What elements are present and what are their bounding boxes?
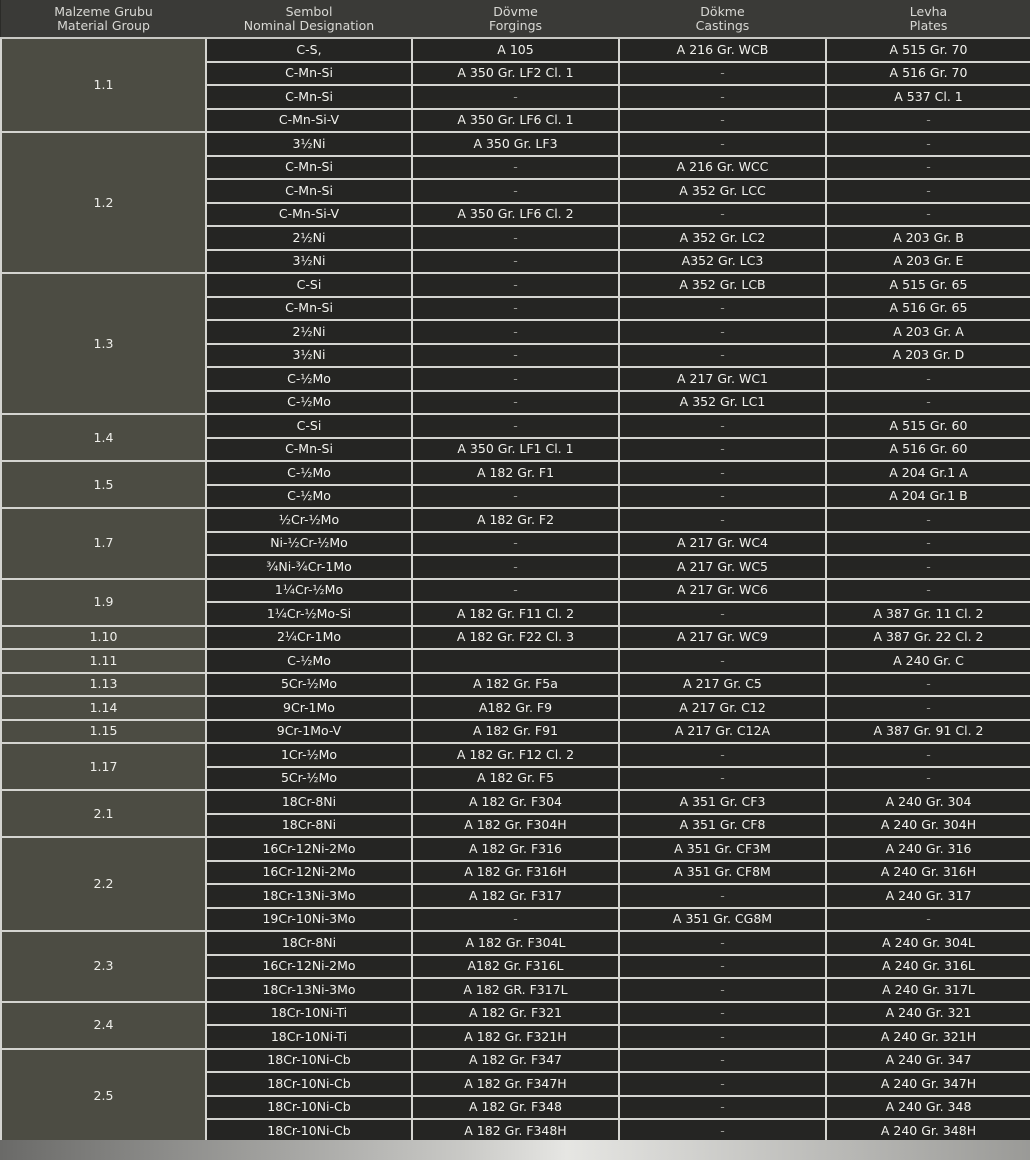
forgings-cell: A 182 Gr. F347 [412, 1049, 619, 1073]
header-en-label: Plates [909, 18, 948, 33]
forgings-cell: A 350 Gr. LF6 Cl. 1 [412, 109, 619, 133]
plates-cell: A 240 Gr. 347 [826, 1049, 1030, 1073]
forgings-cell: A 182 Gr. F316H [412, 861, 619, 885]
forgings-cell: A 182 Gr. F2 [412, 508, 619, 532]
material-group-cell: 1.14 [1, 696, 206, 720]
nominal-designation-cell: 18Cr-8Ni [206, 790, 412, 814]
table-row [1, 461, 1030, 485]
forgings-cell: A 182 Gr. F5a [412, 673, 619, 697]
material-group-cell: 1.7 [1, 508, 206, 579]
table-row [1, 720, 1030, 744]
nominal-designation-cell: C-½Mo [206, 649, 412, 673]
table-row [1, 696, 1030, 720]
plates-cell: A 240 Gr. 304 [826, 790, 1030, 814]
table-row [1, 649, 1030, 673]
forgings-cell: A182 Gr. F316L [412, 955, 619, 979]
castings-cell: A 217 Gr. WC4 [619, 532, 826, 556]
material-group-cell: 1.3 [1, 273, 206, 414]
nominal-designation-cell: 9Cr-1Mo-V [206, 720, 412, 744]
material-group-cell: 2.2 [1, 837, 206, 931]
castings-cell: - [619, 62, 826, 86]
forgings-cell: A 182 Gr. F304 [412, 790, 619, 814]
nominal-designation-cell: C-½Mo [206, 391, 412, 415]
nominal-designation-cell: 5Cr-½Mo [206, 673, 412, 697]
castings-cell: A 351 Gr. CG8M [619, 908, 826, 932]
header-forgings [412, 1, 619, 39]
header-plates [826, 1, 1030, 39]
plates-cell: - [826, 532, 1030, 556]
forgings-cell: A 105 [412, 38, 619, 62]
forgings-cell: - [412, 532, 619, 556]
table-header [1, 1, 1030, 39]
forgings-cell: A 182 Gr. F5 [412, 767, 619, 791]
table-row [1, 1002, 1030, 1026]
plates-cell: - [826, 696, 1030, 720]
nominal-designation-cell: 2¼Cr-1Mo [206, 626, 412, 650]
nominal-designation-cell: 18Cr-10Ni-Cb [206, 1096, 412, 1120]
nominal-designation-cell: 18Cr-8Ni [206, 931, 412, 955]
forgings-cell: A 182 Gr. F12 Cl. 2 [412, 743, 619, 767]
material-group-cell: 2.4 [1, 1002, 206, 1049]
table-row [1, 743, 1030, 767]
castings-cell: A 351 Gr. CF8M [619, 861, 826, 885]
nominal-designation-cell: ¾Ni-¾Cr-1Mo [206, 555, 412, 579]
plates-cell: A 203 Gr. D [826, 344, 1030, 368]
plates-cell: - [826, 508, 1030, 532]
plates-cell: A 240 Gr. 348H [826, 1119, 1030, 1143]
castings-cell: - [619, 1119, 826, 1143]
nominal-designation-cell: 2½Ni [206, 320, 412, 344]
castings-cell: - [619, 203, 826, 227]
header-nominal-designation [206, 1, 412, 39]
forgings-cell: A 182 Gr. F316 [412, 837, 619, 861]
forgings-cell: A 182 Gr. F348H [412, 1119, 619, 1143]
forgings-cell: A 182 Gr. F347H [412, 1072, 619, 1096]
plates-cell: A 537 Cl. 1 [826, 85, 1030, 109]
forgings-cell [412, 649, 619, 673]
castings-cell: - [619, 485, 826, 509]
castings-cell: - [619, 1072, 826, 1096]
castings-cell: A 216 Gr. WCB [619, 38, 826, 62]
forgings-cell: - [412, 226, 619, 250]
forgings-cell: - [412, 485, 619, 509]
table-row [1, 1049, 1030, 1073]
castings-cell: - [619, 1025, 826, 1049]
castings-cell: A 217 Gr. WC6 [619, 579, 826, 603]
header-row [1, 1, 1030, 39]
forgings-cell: A 350 Gr. LF6 Cl. 2 [412, 203, 619, 227]
castings-cell: A 351 Gr. CF8 [619, 814, 826, 838]
plates-cell: - [826, 391, 1030, 415]
castings-cell: - [619, 1049, 826, 1073]
plates-cell: A 516 Gr. 60 [826, 438, 1030, 462]
material-group-cell: 2.1 [1, 790, 206, 837]
castings-cell: A352 Gr. LC3 [619, 250, 826, 274]
header-tr-label: Dövme [493, 4, 538, 19]
castings-cell: - [619, 344, 826, 368]
forgings-cell: - [412, 250, 619, 274]
material-group-cell: 2.5 [1, 1049, 206, 1143]
material-group-cell: 1.9 [1, 579, 206, 626]
nominal-designation-cell: 3½Ni [206, 344, 412, 368]
forgings-cell: A 182 Gr. F304H [412, 814, 619, 838]
footer-bar [0, 1140, 1030, 1160]
castings-cell: A 352 Gr. LCB [619, 273, 826, 297]
plates-cell: A 240 Gr. 317L [826, 978, 1030, 1002]
castings-cell: - [619, 461, 826, 485]
plates-cell: - [826, 743, 1030, 767]
castings-cell: - [619, 297, 826, 321]
forgings-cell: - [412, 273, 619, 297]
plates-cell: - [826, 203, 1030, 227]
plates-cell: A 240 Gr. 321H [826, 1025, 1030, 1049]
castings-cell: A 217 Gr. WC9 [619, 626, 826, 650]
nominal-designation-cell: C-Mn-Si [206, 62, 412, 86]
plates-cell: A 240 Gr. C [826, 649, 1030, 673]
plates-cell: A 516 Gr. 70 [826, 62, 1030, 86]
forgings-cell: A 182 Gr. F321H [412, 1025, 619, 1049]
nominal-designation-cell: C-Si [206, 414, 412, 438]
castings-cell: - [619, 931, 826, 955]
castings-cell: A 352 Gr. LCC [619, 179, 826, 203]
header-tr-label: Malzeme Grubu [54, 4, 153, 19]
forgings-cell: A 182 GR. F317L [412, 978, 619, 1002]
table-row [1, 132, 1030, 156]
plates-cell: A 240 Gr. 304L [826, 931, 1030, 955]
table-row [1, 626, 1030, 650]
nominal-designation-cell: 18Cr-13Ni-3Mo [206, 978, 412, 1002]
nominal-designation-cell: 5Cr-½Mo [206, 767, 412, 791]
castings-cell: - [619, 320, 826, 344]
forgings-cell: A 350 Gr. LF3 [412, 132, 619, 156]
table-row [1, 579, 1030, 603]
nominal-designation-cell: Ni-½Cr-½Mo [206, 532, 412, 556]
material-group-cell: 1.5 [1, 461, 206, 508]
plates-cell: - [826, 156, 1030, 180]
plates-cell: A 203 Gr. E [826, 250, 1030, 274]
header-en-label: Nominal Designation [243, 18, 375, 33]
nominal-designation-cell: C-Mn-Si [206, 179, 412, 203]
castings-cell: A 352 Gr. LC1 [619, 391, 826, 415]
forgings-cell: - [412, 908, 619, 932]
header-castings [619, 1, 826, 39]
nominal-designation-cell: C-Mn-Si [206, 85, 412, 109]
nominal-designation-cell: 18Cr-10Ni-Ti [206, 1025, 412, 1049]
plates-cell: - [826, 555, 1030, 579]
material-group-cell: 1.11 [1, 649, 206, 673]
plates-cell: A 204 Gr.1 A [826, 461, 1030, 485]
nominal-designation-cell: 16Cr-12Ni-2Mo [206, 837, 412, 861]
plates-cell: A 240 Gr. 347H [826, 1072, 1030, 1096]
material-group-cell: 1.1 [1, 38, 206, 132]
table-row [1, 508, 1030, 532]
forgings-cell: A 182 Gr. F304L [412, 931, 619, 955]
forgings-cell: - [412, 555, 619, 579]
forgings-cell: A 182 Gr. F91 [412, 720, 619, 744]
plates-cell: - [826, 767, 1030, 791]
header-tr-label: Sembol [285, 4, 333, 19]
nominal-designation-cell: 18Cr-10Ni-Cb [206, 1072, 412, 1096]
plates-cell: - [826, 179, 1030, 203]
plates-cell: A 240 Gr. 316L [826, 955, 1030, 979]
material-group-cell: 1.4 [1, 414, 206, 461]
forgings-cell: - [412, 179, 619, 203]
castings-cell: - [619, 508, 826, 532]
castings-cell: - [619, 1002, 826, 1026]
table-body [1, 38, 1030, 1143]
castings-cell: - [619, 85, 826, 109]
nominal-designation-cell: C-Mn-Si-V [206, 109, 412, 133]
material-group-cell: 1.17 [1, 743, 206, 790]
material-group-cell: 1.13 [1, 673, 206, 697]
forgings-cell: - [412, 297, 619, 321]
forgings-cell: A 182 Gr. F321 [412, 1002, 619, 1026]
forgings-cell: - [412, 414, 619, 438]
header-material-group [1, 1, 206, 39]
castings-cell: - [619, 743, 826, 767]
nominal-designation-cell: C-Mn-Si [206, 297, 412, 321]
plates-cell: A 240 Gr. 304H [826, 814, 1030, 838]
nominal-designation-cell: C-Mn-Si [206, 438, 412, 462]
castings-cell: A 216 Gr. WCC [619, 156, 826, 180]
plates-cell: A 203 Gr. A [826, 320, 1030, 344]
nominal-designation-cell: 1¼Cr-½Mo [206, 579, 412, 603]
castings-cell: A 351 Gr. CF3M [619, 837, 826, 861]
header-en-label: Forgings [488, 18, 543, 33]
forgings-cell: - [412, 344, 619, 368]
forgings-cell: - [412, 391, 619, 415]
forgings-cell: A 182 Gr. F22 Cl. 3 [412, 626, 619, 650]
nominal-designation-cell: 18Cr-10Ni-Ti [206, 1002, 412, 1026]
header-tr-label: Levha [909, 4, 948, 19]
castings-cell: A 217 Gr. WC1 [619, 367, 826, 391]
nominal-designation-cell: 9Cr-1Mo [206, 696, 412, 720]
castings-cell: A 217 Gr. C5 [619, 673, 826, 697]
castings-cell: - [619, 438, 826, 462]
plates-cell: - [826, 908, 1030, 932]
plates-cell: A 515 Gr. 70 [826, 38, 1030, 62]
material-group-cell: 1.10 [1, 626, 206, 650]
castings-cell: A 217 Gr. C12 [619, 696, 826, 720]
forgings-cell: A 182 Gr. F317 [412, 884, 619, 908]
plates-cell: A 203 Gr. B [826, 226, 1030, 250]
plates-cell: A 387 Gr. 11 Cl. 2 [826, 602, 1030, 626]
castings-cell: - [619, 767, 826, 791]
plates-cell: A 516 Gr. 65 [826, 297, 1030, 321]
castings-cell: - [619, 602, 826, 626]
table-row [1, 38, 1030, 62]
nominal-designation-cell: 16Cr-12Ni-2Mo [206, 861, 412, 885]
plates-cell: A 387 Gr. 91 Cl. 2 [826, 720, 1030, 744]
castings-cell: - [619, 132, 826, 156]
nominal-designation-cell: 3½Ni [206, 250, 412, 274]
nominal-designation-cell: C-½Mo [206, 461, 412, 485]
nominal-designation-cell: C-Mn-Si-V [206, 203, 412, 227]
castings-cell: - [619, 978, 826, 1002]
castings-cell: A 351 Gr. CF3 [619, 790, 826, 814]
plates-cell: A 240 Gr. 316 [826, 837, 1030, 861]
plates-cell: - [826, 132, 1030, 156]
forgings-cell: - [412, 156, 619, 180]
plates-cell: A 240 Gr. 348 [826, 1096, 1030, 1120]
header-en-label: Castings [695, 18, 750, 33]
plates-cell: A 515 Gr. 65 [826, 273, 1030, 297]
plates-cell: - [826, 579, 1030, 603]
nominal-designation-cell: 16Cr-12Ni-2Mo [206, 955, 412, 979]
forgings-cell: A 182 Gr. F1 [412, 461, 619, 485]
table-row [1, 273, 1030, 297]
nominal-designation-cell: 18Cr-10Ni-Cb [206, 1119, 412, 1143]
forgings-cell: - [412, 579, 619, 603]
material-group-cell: 1.2 [1, 132, 206, 273]
table-row [1, 931, 1030, 955]
castings-cell: - [619, 1096, 826, 1120]
castings-cell: A 217 Gr. WC5 [619, 555, 826, 579]
plates-cell: - [826, 673, 1030, 697]
nominal-designation-cell: ½Cr-½Mo [206, 508, 412, 532]
table-row [1, 837, 1030, 861]
plates-cell: A 240 Gr. 316H [826, 861, 1030, 885]
header-en-label: Material Group [57, 18, 150, 33]
nominal-designation-cell: 18Cr-13Ni-3Mo [206, 884, 412, 908]
forgings-cell: - [412, 367, 619, 391]
plates-cell: A 515 Gr. 60 [826, 414, 1030, 438]
castings-cell: - [619, 414, 826, 438]
table-row [1, 414, 1030, 438]
plates-cell: A 387 Gr. 22 Cl. 2 [826, 626, 1030, 650]
forgings-cell: A182 Gr. F9 [412, 696, 619, 720]
plates-cell: A 204 Gr.1 B [826, 485, 1030, 509]
nominal-designation-cell: 18Cr-8Ni [206, 814, 412, 838]
nominal-designation-cell: 3½Ni [206, 132, 412, 156]
nominal-designation-cell: C-Si [206, 273, 412, 297]
plates-cell: - [826, 367, 1030, 391]
table-row [1, 790, 1030, 814]
material-group-cell: 1.15 [1, 720, 206, 744]
forgings-cell: - [412, 320, 619, 344]
plates-cell: - [826, 109, 1030, 133]
castings-cell: A 217 Gr. C12A [619, 720, 826, 744]
forgings-cell: - [412, 85, 619, 109]
forgings-cell: A 182 Gr. F11 Cl. 2 [412, 602, 619, 626]
castings-cell: - [619, 884, 826, 908]
nominal-designation-cell: C-Mn-Si [206, 156, 412, 180]
nominal-designation-cell: C-S, [206, 38, 412, 62]
nominal-designation-cell: 1¼Cr-½Mo-Si [206, 602, 412, 626]
header-tr-label: Dökme [700, 4, 745, 19]
material-group-cell: 2.3 [1, 931, 206, 1002]
castings-cell: - [619, 955, 826, 979]
nominal-designation-cell: 18Cr-10Ni-Cb [206, 1049, 412, 1073]
nominal-designation-cell: C-½Mo [206, 485, 412, 509]
plates-cell: A 240 Gr. 321 [826, 1002, 1030, 1026]
castings-cell: - [619, 109, 826, 133]
plates-cell: A 240 Gr. 317 [826, 884, 1030, 908]
nominal-designation-cell: C-½Mo [206, 367, 412, 391]
forgings-cell: A 350 Gr. LF1 Cl. 1 [412, 438, 619, 462]
forgings-cell: A 182 Gr. F348 [412, 1096, 619, 1120]
table-row [1, 673, 1030, 697]
castings-cell: A 352 Gr. LC2 [619, 226, 826, 250]
nominal-designation-cell: 1Cr-½Mo [206, 743, 412, 767]
nominal-designation-cell: 19Cr-10Ni-3Mo [206, 908, 412, 932]
nominal-designation-cell: 2½Ni [206, 226, 412, 250]
forgings-cell: A 350 Gr. LF2 Cl. 1 [412, 62, 619, 86]
castings-cell: - [619, 649, 826, 673]
